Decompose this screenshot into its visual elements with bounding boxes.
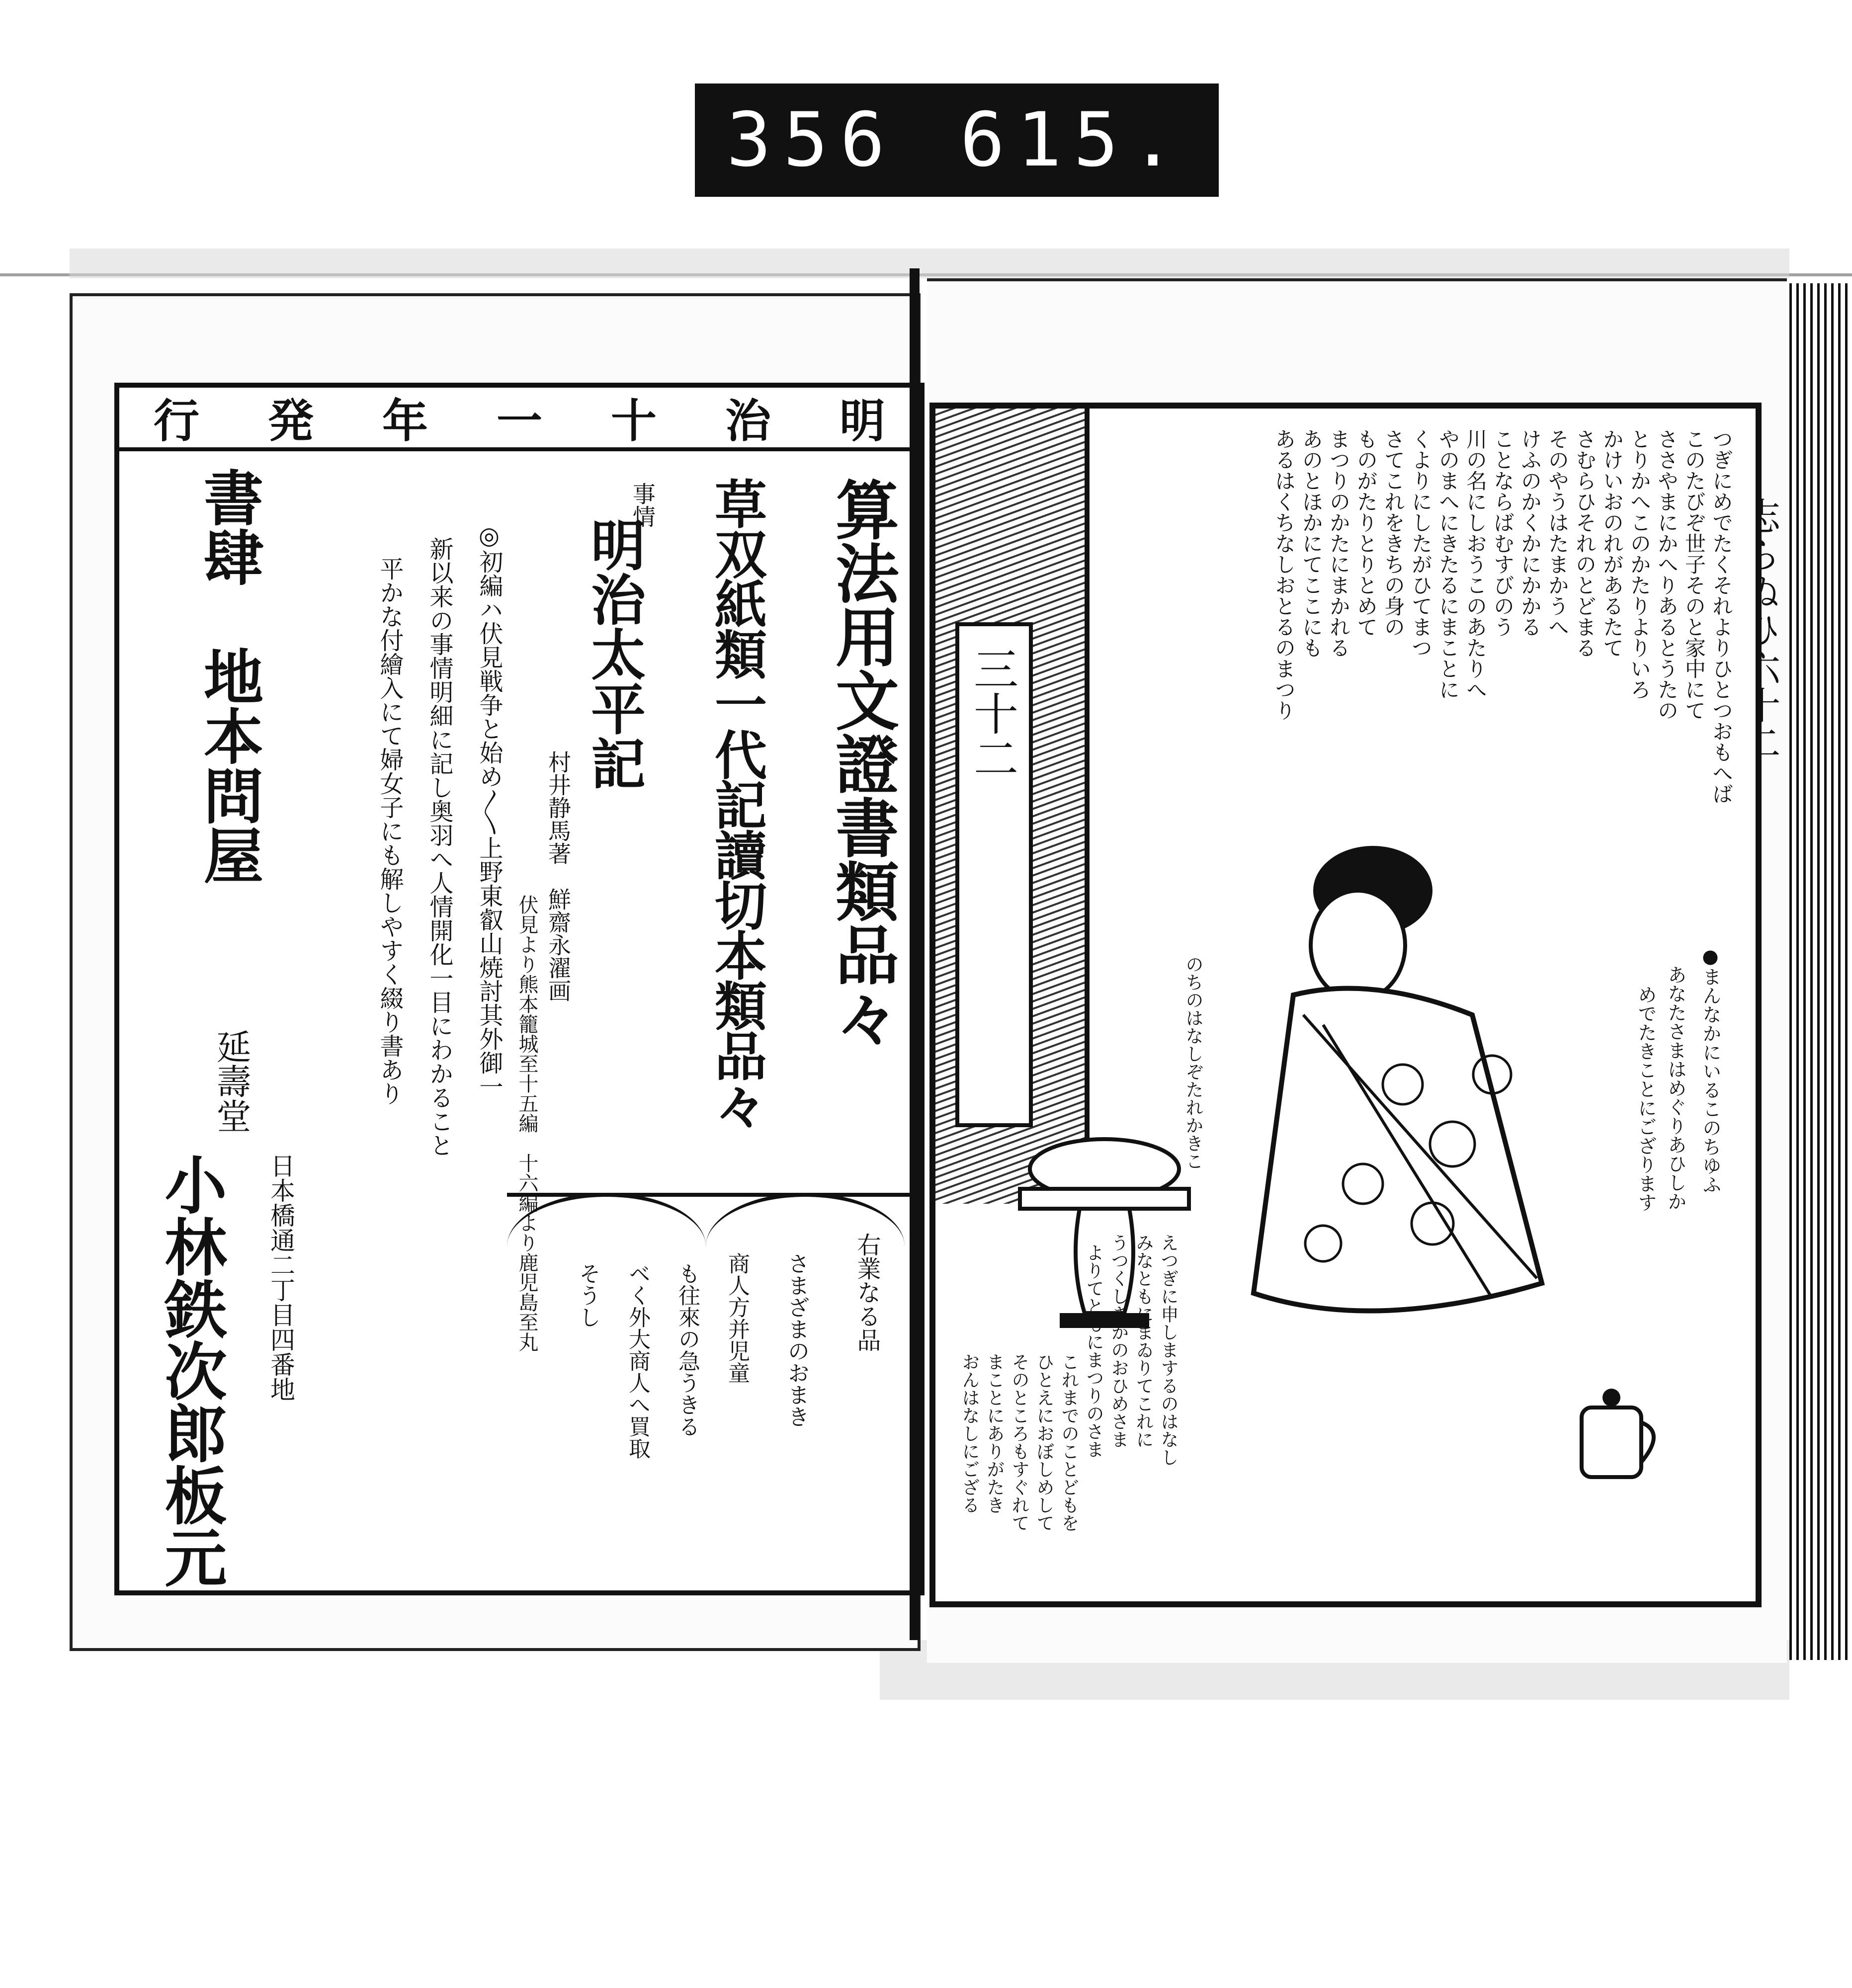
header-char: 発	[267, 394, 314, 448]
book-volume-note: 伏見より熊本籠城至十五編 十六編より鹿児島至丸	[515, 895, 538, 1352]
story-line: ささやまにかへりあるとうたの	[1655, 428, 1679, 721]
header-char: 明	[839, 394, 885, 448]
publisher-type: 書肆 地本問屋	[194, 467, 264, 885]
book-title: 明治太平記	[582, 517, 646, 790]
speech-bubble: めでたきことにござります	[1635, 985, 1657, 1212]
caption-line: のちのはなしぞたれかきこ	[1183, 955, 1203, 1170]
story-line: 川の名にしおうこのあたりへ	[1463, 428, 1488, 700]
header-char: 年	[382, 394, 428, 448]
story-line: やのまへにきたるにまことに	[1436, 428, 1460, 700]
header-char: 一	[496, 394, 542, 448]
publisher-address: 日本橋通二丁目四番地	[266, 1153, 295, 1402]
publication-notice	[114, 383, 925, 1595]
book-spine	[910, 268, 920, 1640]
catalog-number-label	[695, 83, 1219, 197]
scan-shadow-top	[70, 248, 1789, 278]
book-description-line: 新以来の事情明細に記し奥羽へ人情開化一目にわかること	[425, 537, 453, 1157]
note-line: も往來の急うきる	[674, 1262, 700, 1437]
caption-line: まことにありがたき	[984, 1353, 1005, 1514]
story-line: つぎにめでたくそれよりひとつおもへば	[1709, 428, 1734, 804]
book-description-line: 平かな付繪入にて婦女子にも解しやすく綴り書あり	[376, 557, 404, 1105]
caption-line: えつぎに申しまするのはなし	[1158, 1234, 1179, 1466]
story-line: そのやうはたまかうへ	[1545, 428, 1570, 637]
header-char: 十	[610, 394, 657, 448]
caption-line: みなともにまゐりてこれに	[1133, 1234, 1154, 1448]
note-line: そうし	[575, 1262, 600, 1328]
publication-date-header	[119, 388, 920, 451]
speech-bubble: ●まんなかにいるこのちゆふ	[1699, 945, 1721, 1194]
note-line: 右業なる品	[853, 1233, 881, 1352]
story-line: このたびぞ世子そのと家中にて	[1682, 428, 1706, 721]
story-line: けふのかくかにかかる	[1518, 428, 1542, 637]
screen-calligraphy-panel	[955, 622, 1033, 1127]
header-char: 治	[725, 394, 771, 448]
story-line: さてこれをきちの身の	[1381, 428, 1406, 637]
book-description-line: ◎初編ハ伏見戦争と始め〳〵上野東叡山焼討其外御一	[475, 522, 503, 1098]
catalog-number-left: 356	[726, 97, 897, 183]
story-line: ことならばむすびのう	[1491, 428, 1515, 637]
story-line: さむらひそれのとどまる	[1573, 428, 1597, 658]
ad-title-1: 算法用文證書類品々	[825, 477, 899, 1050]
folding-screen	[935, 409, 1090, 1204]
story-line: ものがたりとりとめて	[1354, 428, 1378, 637]
screen-text: 三十二	[966, 646, 1018, 780]
caption-line: うつくしきかのおひめさま	[1108, 1234, 1129, 1448]
woman-figure-illustration	[1194, 836, 1552, 1333]
speech-bubble: あなたさまはめぐりあひしか	[1665, 965, 1686, 1211]
note-line: さまざまのおまき	[784, 1252, 809, 1427]
story-line: あのとほかにてここにも	[1299, 428, 1324, 658]
book-credits: 村井静馬著 鮮齋永濯画	[545, 750, 572, 1002]
caption-line: そのところもすぐれて	[1009, 1353, 1029, 1532]
note-line: 商人方并児童	[724, 1252, 750, 1384]
page-edge-stack	[1789, 283, 1852, 1660]
header-char: 行	[153, 394, 199, 448]
publisher-name: 小林鉄次郎板元	[154, 1153, 227, 1588]
story-illustration	[929, 403, 1762, 1607]
story-line: くよりにしたがひてまつ	[1409, 428, 1433, 658]
ad-title-2: 草双紙類一代記讀切本類品々	[706, 477, 768, 1130]
story-line: かけいおのれがあるたて	[1600, 428, 1624, 658]
story-line: とりかへこのかたりよりいろ	[1627, 428, 1652, 700]
story-line: まつりのかたにまかれる	[1327, 428, 1351, 658]
story-line: あるはくちなしおとるのまつり	[1272, 428, 1296, 721]
teapot-illustration	[1567, 1378, 1666, 1497]
caption-line: ひとえにおぼしめして	[1034, 1353, 1054, 1532]
catalog-number-right: 615.	[960, 97, 1187, 183]
book-title-label: 事情	[629, 482, 656, 528]
publisher-house: 延壽堂	[211, 1029, 252, 1133]
caption-line: よりてともにまつりのさま	[1084, 1243, 1104, 1458]
caption-line: これまでのことどもを	[1059, 1353, 1079, 1532]
note-line: ベく外大商人へ買取	[625, 1262, 650, 1459]
caption-line: おんはなしにござる	[959, 1353, 980, 1514]
